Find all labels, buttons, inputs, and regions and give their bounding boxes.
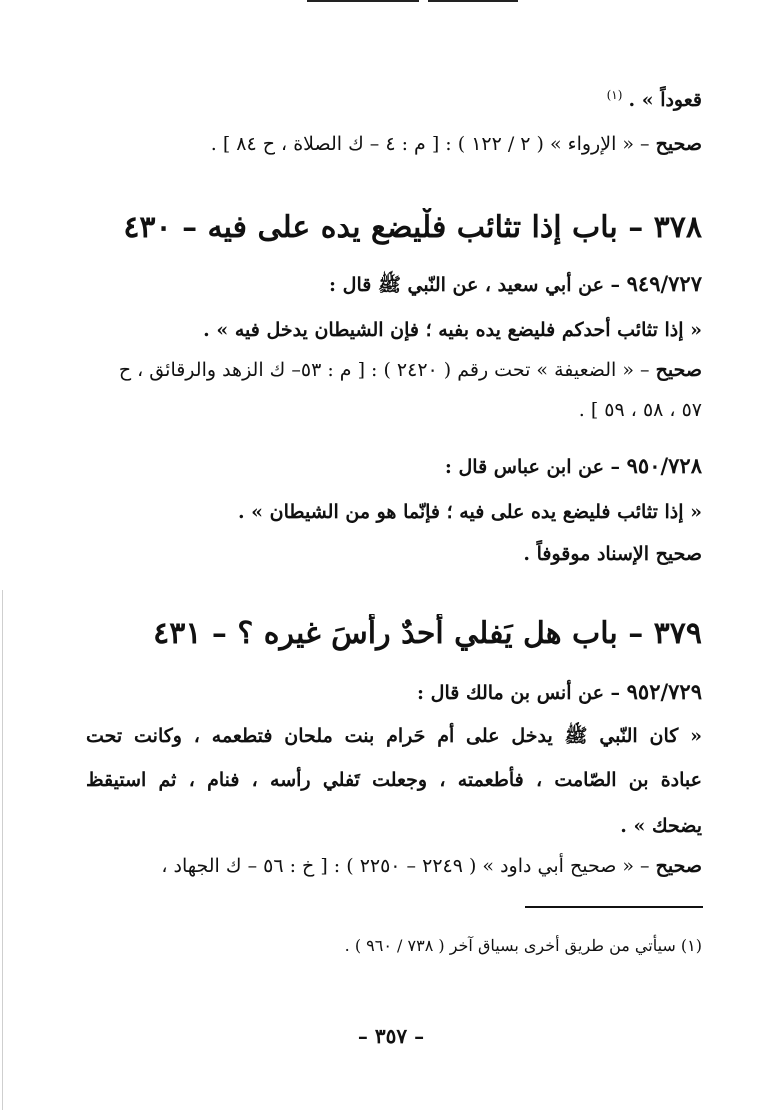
grading-continuation: ٥٧ ، ٥٨ ، ٥٩ ] . bbox=[578, 399, 702, 421]
footnote-marker: (١) bbox=[606, 88, 623, 102]
hadith-number: ٩٥٠/٧٢٨ bbox=[626, 453, 702, 478]
chapter-heading-379: ٣٧٩ – باب هل يَفلي أحدٌ رأسَ غيره ؟ – ٤٣١ bbox=[153, 616, 702, 651]
grade-label: صحيح bbox=[655, 855, 702, 877]
grade-reference: – « صحيح أبي داود » ( ٢٢٤٩ – ٢٢٥٠ ) : [ خ : ٥٦ – ك الجهاد ، bbox=[161, 855, 656, 877]
hadith-text-line: يضحك » . bbox=[620, 815, 702, 837]
grade-reference: – « الإرواء » ( ٢ / ١٢٢ ) : [ م : ٤ – ك الصلاة ، ح ٨٤ ] . bbox=[210, 133, 656, 155]
scan-top-line bbox=[428, 0, 518, 2]
grade-label: صحيح bbox=[655, 133, 702, 155]
grading-line bbox=[60, 852, 702, 880]
grade-reference: – « الضعيفة » تحت رقم ( ٢٤٢٠ ) : [ م : ٥٣– ك الزهد والرقائق ، ح bbox=[118, 359, 656, 381]
footnote-separator bbox=[525, 906, 703, 908]
hadith-text-950: « إذا تثائب فليضع يده على فيه ؛ فإنّما هو من الشيطان » . bbox=[237, 501, 702, 523]
continuation-line bbox=[60, 86, 702, 116]
hadith-narrator: – عن أبي سعيد ، عن النّبي ﷺ قال : bbox=[329, 274, 627, 296]
hadith-number: ٩٥٢/٧٢٩ bbox=[626, 679, 702, 704]
footnote: (١) سيأتي من طريق أخرى بسياق آخر ( ٧٣٨ / ٩٦٠ ) . bbox=[344, 936, 702, 955]
grading-line bbox=[60, 130, 702, 158]
hadith-text-line: عبادة بن الصّامت ، فأطعمته ، وجعلت تَفلي رأسه ، فنام ، ثم استيقظ bbox=[86, 769, 702, 791]
grading-line: صحيح الإسناد موقوفاً . bbox=[523, 543, 702, 565]
grading-line bbox=[60, 356, 702, 384]
hadith-intro-949 bbox=[60, 270, 702, 299]
page-number: – ٣٥٧ – bbox=[357, 1024, 425, 1048]
hadith-number: ٩٤٩/٧٢٧ bbox=[626, 271, 702, 296]
hadith-text-line: « كان النّبي ﷺ يدخل على أم حَرام بنت ملحان فتطعمه ، وكانت تحت bbox=[86, 725, 702, 747]
chapter-heading-378: ٣٧٨ – باب إذا تثائب فلْيضع يده على فيه – ٤٣٠ bbox=[123, 210, 702, 245]
continuation-text: قعوداً » . bbox=[628, 89, 702, 111]
hadith-narrator: – عن أنس بن مالك قال : bbox=[417, 682, 627, 704]
hadith-intro-952 bbox=[60, 678, 702, 707]
grade-label: صحيح bbox=[655, 359, 702, 381]
hadith-text-949: « إذا تثائب أحدكم فليضع يده بفيه ؛ فإن الشيطان يدخل فيه » . bbox=[203, 319, 702, 341]
scan-top-line bbox=[307, 0, 419, 2]
hadith-intro-950 bbox=[60, 452, 702, 481]
hadith-narrator: – عن ابن عباس قال : bbox=[444, 456, 627, 478]
